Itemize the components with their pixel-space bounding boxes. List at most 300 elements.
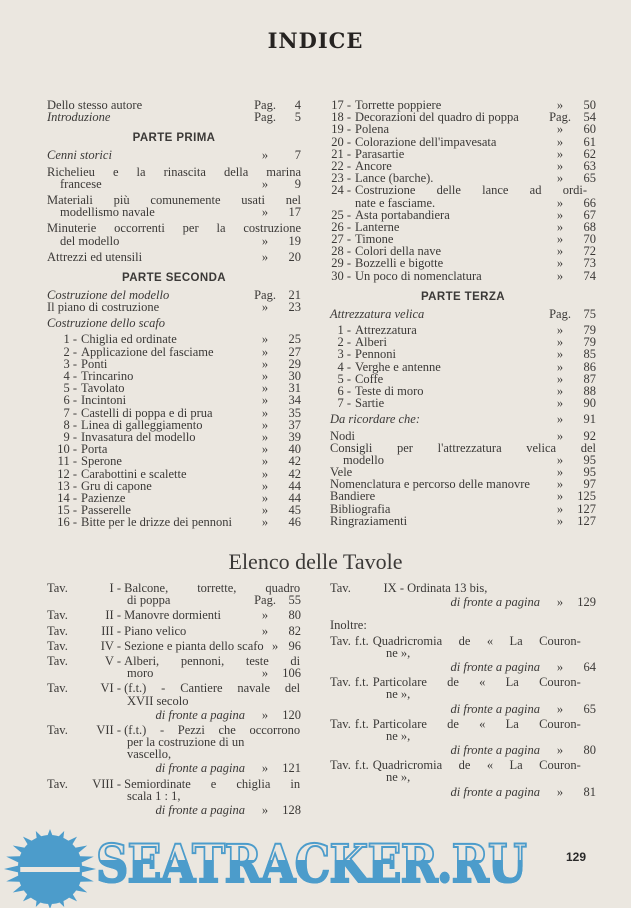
page-number: 129: [566, 850, 587, 864]
page-marker: »: [556, 383, 564, 398]
plate-text: [330, 635, 596, 647]
plate-entry: [47, 640, 301, 652]
entry-title: Alberi: [355, 335, 387, 350]
toc-group: [47, 222, 301, 246]
plate-label: Tav.: [47, 581, 68, 595]
page-marker: »: [261, 332, 269, 347]
plate-number: VIII -: [92, 776, 121, 791]
page-ref: 86: [583, 359, 596, 374]
entry-text: [47, 111, 249, 123]
plate-line: [330, 635, 596, 647]
entry-text: [47, 382, 249, 394]
plate-text: [47, 640, 264, 652]
entry-text: [47, 492, 249, 504]
plate-line: [47, 790, 301, 802]
page-ref: 55: [288, 593, 301, 608]
watermark-text: SEATRACKER.RU: [96, 834, 527, 895]
plate-entry: [330, 718, 596, 757]
page-marker: »: [261, 417, 269, 432]
entry-number: 10 -: [57, 442, 77, 457]
plate-line: [330, 730, 596, 742]
plate-facing-line: [47, 709, 301, 721]
entry-title: Bibliografia: [330, 501, 391, 516]
entry-title: Lance (barche).: [355, 171, 434, 186]
entry-line: [330, 430, 596, 442]
plate-title: Sezione e pianta dello scafo: [124, 638, 264, 653]
page-ref: 67: [583, 207, 596, 222]
entry-text: [330, 270, 544, 282]
plate-title: Balcone, torrette, quadro: [124, 581, 301, 595]
page-marker: »: [261, 466, 269, 481]
plate-number: f.t.: [354, 758, 369, 773]
entry-text: [330, 413, 544, 425]
entry-number: 28 -: [331, 244, 351, 259]
entry-line: [47, 111, 301, 123]
plate-title: Particolare de « La Couron-: [372, 675, 581, 690]
entry-number: 15 -: [57, 503, 77, 518]
page-ref: 106: [282, 666, 301, 681]
entry-line: [47, 149, 301, 161]
entry-text: [330, 430, 544, 442]
entry-number: 5 -: [337, 371, 351, 386]
plate-text: [330, 676, 596, 688]
toc-group: [47, 149, 301, 161]
toc-entry: [330, 397, 596, 409]
entry-line: [330, 308, 596, 320]
tavole-right-main: [330, 582, 596, 608]
plate-facing-line: [330, 661, 596, 673]
plate-title: moro: [127, 666, 154, 681]
toc-entry: [47, 301, 301, 313]
plate-text: [330, 688, 596, 700]
plate-title: per la costruzione di un: [127, 735, 245, 750]
page-marker: »: [261, 666, 269, 681]
entry-title: Ancore: [355, 158, 392, 173]
page-ref: 19: [288, 233, 301, 248]
page-ref: 42: [288, 466, 301, 481]
page-ref: 61: [583, 134, 596, 149]
entry-title: francese: [60, 176, 102, 191]
entry-title: Decorazioni del quadro di poppa: [355, 110, 519, 125]
toc-entry: [330, 308, 596, 320]
entry-title: Parasartie: [355, 146, 405, 161]
entry-title: Lanterne: [355, 219, 400, 234]
toc-entry: [330, 442, 596, 466]
plate-number: f.t.: [354, 716, 369, 731]
toc-group: [47, 333, 301, 528]
page-ref: 95: [583, 452, 596, 467]
page-marker: »: [261, 478, 269, 493]
entry-title: Invasatura del modello: [81, 429, 196, 444]
entry-title: Sartie: [355, 396, 385, 411]
toc-group: [330, 324, 596, 409]
plate-text: [47, 790, 301, 802]
entry-text: [47, 251, 249, 263]
facing-page-text: di fronte a pagina: [155, 761, 245, 776]
toc-group: [47, 251, 301, 263]
toc-entry: [47, 111, 301, 123]
entry-number: 16 -: [57, 515, 77, 530]
plate-number: f.t.: [354, 633, 369, 648]
entry-number: 9 -: [63, 429, 77, 444]
entry-title: Costruzione del modello: [47, 287, 170, 302]
plate-title: Piano velico: [124, 623, 187, 638]
page-ref: 60: [583, 122, 596, 137]
toc-entry: [47, 194, 301, 218]
toc-group: [330, 99, 596, 282]
entry-title: Bitte per le drizze dei pennoni: [81, 515, 232, 530]
entry-title: Ringraziamenti: [330, 513, 408, 528]
section-heading: PARTE PRIMA: [132, 132, 216, 145]
page-marker: »: [261, 176, 269, 191]
entry-number: 14 -: [57, 490, 77, 505]
plate-entry: [330, 582, 596, 608]
plate-facing-line: [330, 786, 596, 798]
page-ref: 80: [288, 608, 301, 623]
plate-line: [330, 771, 596, 783]
plate-line: [47, 594, 301, 606]
plate-label: Tav.: [47, 608, 68, 623]
entry-title: Attrezzatura: [355, 323, 417, 337]
page-marker: »: [261, 393, 269, 408]
page-marker: »: [261, 249, 269, 264]
page-marker: »: [261, 356, 269, 371]
plate-facing-line: [330, 596, 596, 608]
page-ref: 39: [288, 429, 301, 444]
page-ref: 20: [288, 249, 301, 264]
toc-group: [47, 317, 301, 329]
plate-facing-line: [330, 703, 596, 715]
page-marker: »: [261, 707, 269, 722]
toc-entry: [47, 166, 301, 190]
entry-number: 5 -: [63, 381, 77, 396]
page-marker: »: [556, 347, 564, 362]
plate-title: Manovre dormienti: [124, 608, 221, 623]
page-marker: »: [261, 148, 269, 163]
page-marker: »: [556, 335, 564, 350]
entry-title: Verghe e antenne: [355, 359, 441, 374]
plate-title: ne »,: [386, 728, 411, 743]
page-marker: Pag.: [549, 306, 571, 321]
page-ref: 7: [294, 148, 301, 163]
page-ref: 40: [288, 442, 301, 457]
page-ref: 79: [583, 323, 596, 337]
plate-number: IV -: [100, 638, 121, 653]
entry-title: Castelli di poppa e di prua: [81, 405, 213, 420]
page-ref: 128: [282, 803, 301, 817]
plate-facing-line: [47, 762, 301, 774]
plate-text: [47, 594, 249, 606]
section-heading: PARTE SECONDA: [121, 271, 227, 284]
entry-title: Pazienze: [81, 490, 126, 505]
page-marker: »: [556, 122, 564, 137]
page-ref: 96: [288, 638, 301, 653]
entry-number: 2 -: [63, 344, 77, 359]
plate-label: Tav.: [330, 581, 351, 595]
page-marker: »: [556, 477, 564, 492]
plate-line: [47, 736, 301, 748]
entry-line: [330, 515, 596, 527]
entry-title: modellismo navale: [60, 205, 155, 220]
page-ref: 46: [288, 515, 301, 530]
entry-title: Richelieu e la rinascita della marina: [47, 164, 301, 179]
page-marker: »: [261, 300, 269, 315]
page-marker: »: [556, 146, 564, 161]
page-marker: »: [556, 465, 564, 480]
entry-text: [330, 515, 544, 527]
page-ref: 79: [583, 335, 596, 350]
page-marker: »: [556, 784, 564, 799]
entry-number: 27 -: [331, 232, 351, 247]
plate-text: [330, 730, 596, 742]
plate-number: II -: [105, 608, 121, 623]
section-heading: PARTE TERZA: [420, 290, 506, 303]
plate-line: [47, 625, 301, 637]
page-ref: 63: [583, 158, 596, 173]
entry-line: [47, 178, 301, 190]
page-marker: »: [556, 452, 564, 467]
entry-number: 8 -: [63, 417, 77, 432]
plate-title: Quadricromia de « La Couron-: [372, 758, 581, 773]
sun-ray: [4, 865, 20, 873]
toc-entry: [47, 222, 301, 246]
entry-title: Carabottini e scalette: [81, 466, 187, 481]
entry-line: [330, 413, 596, 425]
toc-left-column: [47, 95, 301, 528]
entry-title: Nomenclatura e percorso delle manovre: [330, 477, 530, 492]
page-marker: »: [556, 195, 564, 210]
plate-line: [330, 688, 596, 700]
page-ref: 50: [583, 98, 596, 112]
entry-text: [47, 370, 249, 382]
entry-title: Il piano di costruzione: [47, 300, 160, 315]
entry-title: Costruzione dello scafo: [47, 316, 166, 331]
page-ref: 91: [583, 412, 596, 427]
page-ref: 75: [583, 306, 596, 321]
page-ref: 92: [583, 428, 596, 443]
entry-number: 26 -: [331, 219, 351, 234]
entry-text: [47, 431, 249, 443]
entry-line: [47, 516, 301, 528]
page-marker: »: [272, 638, 279, 653]
page-ref: 80: [583, 743, 596, 758]
page-ref: 72: [583, 244, 596, 259]
entry-title: Timone: [355, 232, 394, 247]
plate-line: [330, 759, 596, 771]
page-ref: 70: [583, 232, 596, 247]
page-ref: 95: [583, 465, 596, 480]
toc-group: [47, 166, 301, 190]
entry-text: [47, 516, 249, 528]
plate-title: ne »,: [386, 687, 411, 702]
page-ref: 85: [583, 347, 596, 362]
plate-title: ne »,: [386, 770, 411, 785]
entry-line: [330, 397, 596, 409]
page-ref: 65: [583, 701, 596, 716]
entry-number: 3 -: [337, 347, 351, 362]
entry-number: 19 -: [331, 122, 351, 137]
tavole-right-column: [330, 579, 596, 798]
plate-text: [47, 667, 249, 679]
entry-line: [47, 251, 301, 263]
page-marker: »: [556, 256, 564, 271]
plate-label: Tav.: [47, 653, 68, 668]
entry-number: 20 -: [331, 134, 351, 149]
page-ref: 35: [288, 405, 301, 420]
entry-number: 23 -: [331, 171, 351, 186]
page-ref: 17: [288, 205, 301, 220]
page-marker: Pag.: [254, 287, 276, 302]
page-ref: 37: [288, 417, 301, 432]
entry-title: Applicazione del fasciame: [81, 344, 214, 359]
page-ref: 29: [288, 356, 301, 371]
entry-line: [47, 235, 301, 247]
page-marker: »: [556, 232, 564, 247]
plate-text: [330, 771, 596, 783]
plate-line: [330, 676, 596, 688]
entry-title: Nodi: [330, 428, 355, 443]
entry-number: 6 -: [63, 393, 77, 408]
page-ref: 82: [288, 623, 301, 638]
plate-title: Ordinata 13 bis,: [407, 581, 488, 595]
entry-title: Polena: [355, 122, 390, 137]
plate-number: IX -: [383, 581, 404, 595]
entry-number: 4 -: [337, 359, 351, 374]
entry-title: Dello stesso autore: [47, 98, 143, 112]
entry-title: Attrezzatura velica: [330, 306, 425, 321]
page-ref: 34: [288, 393, 301, 408]
page-marker: »: [261, 442, 269, 457]
plate-line: [47, 667, 301, 679]
plate-number: VII -: [96, 722, 121, 737]
plate-number: V -: [104, 653, 121, 668]
plate-label: Tav.: [330, 758, 351, 773]
plate-text: [47, 625, 249, 637]
entry-text: [47, 149, 249, 161]
page-marker: »: [556, 323, 564, 337]
entry-title: Gru di capone: [81, 478, 152, 493]
page-ref: 81: [583, 784, 596, 799]
page-ref: 44: [288, 490, 301, 505]
page-marker: »: [261, 623, 269, 638]
plate-entry: [47, 724, 301, 775]
entry-text: [47, 206, 249, 218]
entry-title: del modello: [60, 233, 120, 248]
page-marker: »: [556, 513, 564, 528]
page-marker: »: [556, 428, 564, 443]
page-ref: 121: [282, 761, 301, 776]
page-ref: 73: [583, 256, 596, 271]
page-ref: 21: [288, 287, 301, 302]
plate-text: [47, 748, 301, 760]
entry-number: 1 -: [337, 323, 351, 337]
page-ref: 25: [288, 332, 301, 347]
entry-number: 4 -: [63, 369, 77, 383]
plate-entry: [330, 759, 596, 798]
page-ref: 45: [288, 503, 301, 518]
entry-text: [47, 346, 249, 358]
entry-number: 7 -: [63, 405, 77, 420]
tavole-right-extra: [330, 635, 596, 798]
plate-entry: [47, 582, 301, 606]
plate-number: III -: [101, 623, 121, 638]
page-ref: 31: [288, 381, 301, 396]
plate-facing-line: [47, 804, 301, 816]
page-marker: »: [556, 171, 564, 186]
plate-entry: [47, 609, 301, 621]
page-ref: 27: [288, 344, 301, 359]
page-ref: 74: [583, 268, 596, 283]
entry-line: [47, 301, 301, 313]
plate-title: ne »,: [386, 645, 411, 660]
page-marker: »: [556, 134, 564, 149]
page-marker: »: [556, 207, 564, 222]
entry-number: 18 -: [331, 110, 351, 125]
entry-title: Costruzione delle lance ad ordi-: [355, 183, 587, 198]
page-marker: »: [556, 412, 564, 427]
inoltre-label: Inoltre:: [330, 618, 367, 633]
entry-title: Teste di moro: [355, 383, 424, 398]
toc-entry: [47, 251, 301, 263]
plate-title: di poppa: [127, 593, 171, 608]
toc-group: [47, 289, 301, 313]
page-ref: 64: [583, 659, 596, 674]
page-ref: 44: [288, 478, 301, 493]
entry-number: 13 -: [57, 478, 77, 493]
page-marker: »: [556, 743, 564, 758]
page-marker: »: [261, 803, 269, 817]
plate-text: [47, 609, 249, 621]
entry-title: Colori della nave: [355, 244, 442, 259]
entry-line: [47, 317, 301, 329]
page-ref: 4: [294, 98, 301, 112]
page-marker: »: [556, 595, 564, 610]
toc-group: [47, 194, 301, 218]
plate-label: Tav.: [47, 681, 68, 696]
entry-number: 1 -: [63, 332, 77, 347]
page-marker: »: [261, 454, 269, 469]
toc-right-column: [330, 95, 596, 527]
entry-title: Attrezzi ed utensili: [47, 249, 143, 264]
page-ref: 90: [583, 396, 596, 411]
entry-title: Consigli per l'attrezzatura velica del: [330, 440, 596, 455]
entry-line: [47, 206, 301, 218]
entry-title: Asta portabandiera: [355, 207, 450, 222]
facing-page-text: di fronte a pagina: [155, 707, 245, 722]
page-marker: »: [556, 396, 564, 411]
plate-line: [330, 718, 596, 730]
entry-number: 22 -: [331, 158, 351, 173]
page-ref: 97: [583, 477, 596, 492]
page-marker: »: [261, 490, 269, 505]
plate-title: (f.t.) - Cantiere navale del: [124, 681, 301, 696]
page-ref: 30: [288, 369, 301, 383]
plate-label: Tav.: [47, 722, 68, 737]
entry-title: Pennoni: [355, 347, 396, 362]
plate-line: [47, 695, 301, 707]
entry-title: Introduzione: [47, 110, 111, 125]
entry-title: Chiglia ed ordinate: [81, 332, 177, 347]
page-marker: »: [261, 608, 269, 623]
toc-entry: [47, 317, 301, 329]
entry-title: Linea di galleggiamento: [81, 417, 203, 432]
plate-entry: [47, 682, 301, 721]
plate-text: [47, 695, 301, 707]
page-ref: 62: [583, 146, 596, 161]
page-ref: 120: [282, 707, 301, 722]
entry-title: Bandiere: [330, 489, 376, 504]
entry-title: Sperone: [81, 454, 122, 469]
